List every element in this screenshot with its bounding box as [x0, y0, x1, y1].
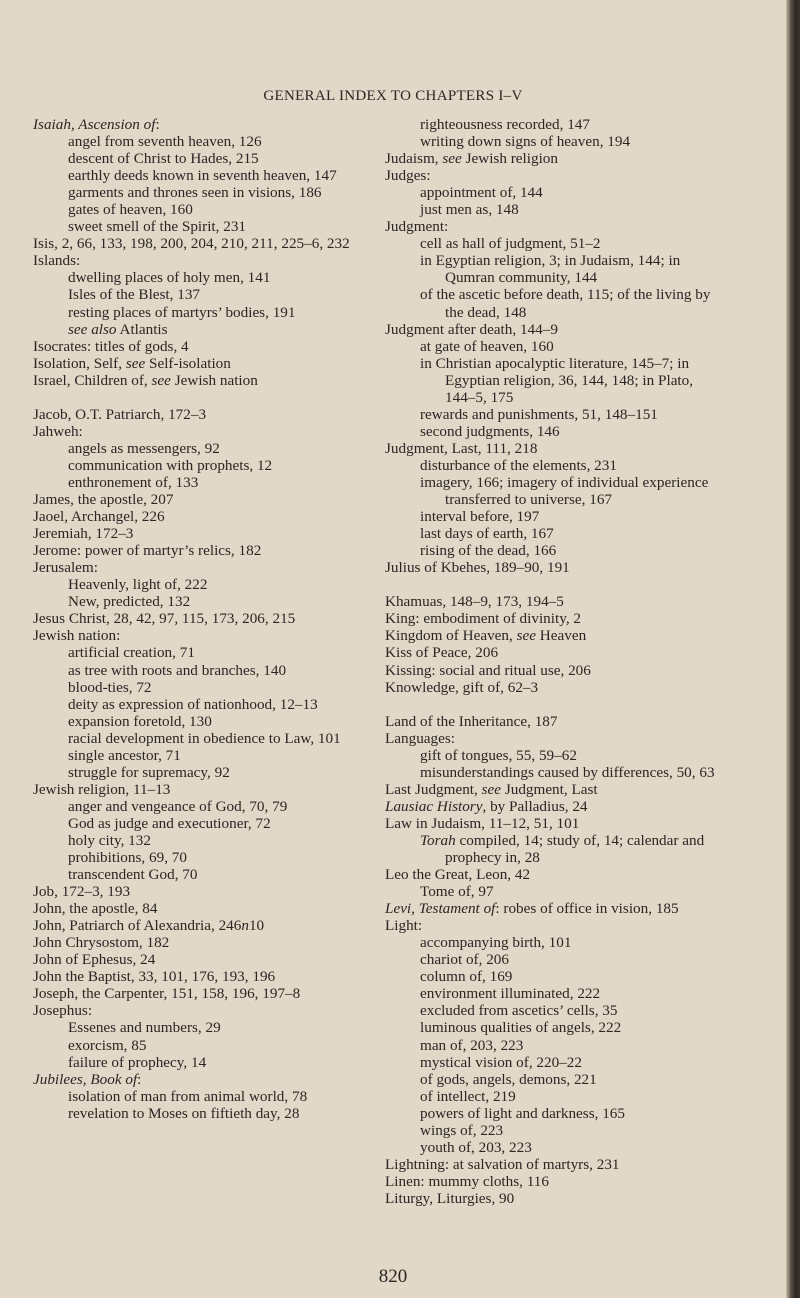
entry-text: holy city, 132 — [68, 831, 151, 849]
entry-text: enthronement of, 133 — [68, 473, 199, 491]
entry-text: New, predicted, 132 — [68, 593, 191, 611]
entry-text: Jaoel, Archangel, 226 — [33, 508, 165, 526]
index-entry — [385, 167, 725, 184]
index-subentry — [385, 338, 725, 355]
italic-text: Torah — [420, 831, 456, 849]
index-subentry — [385, 525, 725, 542]
entry-text: Languages: — [385, 729, 456, 747]
index-entry — [33, 610, 373, 627]
entry-text: God as judge and executioner, 72 — [68, 814, 271, 832]
entry-text: expansion foretold, 130 — [68, 712, 212, 730]
entry-text: Kiss of Peace, 206 — [385, 644, 499, 662]
index-entry — [385, 440, 725, 457]
index-subentry — [385, 406, 725, 423]
entry-text: Jahweh: — [33, 422, 83, 440]
entry-text: Jewish religion — [461, 150, 558, 168]
index-entry — [33, 1002, 373, 1019]
index-subentry — [385, 747, 725, 764]
entry-text: anger and vengeance of God, 70, 79 — [68, 797, 288, 815]
index-subentry — [33, 457, 373, 474]
entry-text: Judgment, Last, 111, 218 — [385, 439, 538, 457]
index-subentry — [33, 644, 373, 661]
entry-text: sweet smell of the Spirit, 231 — [68, 218, 247, 236]
entry-text: Land of the Inheritance, 187 — [385, 712, 558, 730]
index-subentry — [385, 764, 725, 781]
entry-text: blood-ties, 72 — [68, 678, 152, 696]
index-entry — [33, 883, 373, 900]
index-subentry — [385, 1071, 725, 1088]
index-subentry — [385, 457, 725, 474]
entry-text: isolation of man from animal world, 78 — [68, 1087, 308, 1105]
index-subentry — [33, 798, 373, 815]
entry-text: at gate of heaven, 160 — [420, 337, 554, 355]
italic-text: see — [125, 354, 146, 372]
entry-text: Isocrates: titles of gods, 4 — [33, 337, 189, 355]
index-subentry — [33, 849, 373, 866]
index-subentry — [33, 713, 373, 730]
index-subentry — [33, 1105, 373, 1122]
entry-text: column of, 169 — [420, 968, 513, 986]
entry-text: angel from seventh heaven, 126 — [68, 133, 262, 151]
index-subentry — [385, 1122, 725, 1139]
entry-text: Judgment, Last — [501, 780, 598, 798]
index-entry — [33, 1071, 373, 1088]
index-entry — [385, 321, 725, 338]
entry-text: Self-isolation — [145, 354, 231, 372]
entry-text: Jeremiah, 172–3 — [33, 525, 134, 543]
index-subentry — [33, 474, 373, 491]
index-entry — [385, 866, 725, 883]
entry-text: Jewish nation — [170, 371, 258, 389]
entry-text: Isles of the Blest, 137 — [68, 286, 201, 304]
index-entry — [33, 406, 373, 423]
index-entry — [385, 218, 725, 235]
entry-text: struggle for supremacy, 92 — [68, 763, 230, 781]
entry-text: Lightning: at salvation of martyrs, 231 — [385, 1155, 620, 1173]
entry-text: Judgment after death, 144–9 — [385, 320, 558, 338]
entry-text: interval before, 197 — [420, 508, 540, 526]
running-header: GENERAL INDEX TO CHAPTERS I–V — [263, 88, 523, 104]
entry-text: Isis, 2, 66, 133, 198, 200, 204, 210, 211, 225–6, 232 — [33, 235, 350, 253]
index-subentry — [385, 985, 725, 1002]
index-entry — [33, 542, 373, 559]
italic-text: n — [241, 917, 249, 935]
entry-text: Knowledge, gift of, 62–3 — [385, 678, 539, 696]
entry-text: rewards and punishments, 51, 148–151 — [420, 405, 658, 423]
index-subentry — [385, 474, 725, 508]
index-subentry — [33, 440, 373, 457]
index-subentry — [33, 662, 373, 679]
entry-text: just men as, 148 — [420, 201, 519, 219]
entry-text: Liturgy, Liturgies, 90 — [385, 1189, 515, 1207]
index-subentry — [33, 150, 373, 167]
index-subentry — [33, 1054, 373, 1071]
entry-text: , by Palladius, 24 — [482, 797, 588, 815]
entry-text: in Christian apocalyptic literature, 145–7; in Egyptian religion, 36, 144, 148; in Plato, 144–5, 175 — [420, 354, 694, 406]
entry-text: exorcism, 85 — [68, 1036, 147, 1054]
entry-text: artificial creation, 71 — [68, 644, 195, 662]
index-subentry — [385, 1139, 725, 1156]
index-entry — [33, 627, 373, 644]
entry-text: youth of, 203, 223 — [420, 1138, 532, 1156]
entry-text: communication with prophets, 12 — [68, 456, 273, 474]
index-entry — [385, 662, 725, 679]
entry-text: James, the apostle, 207 — [33, 491, 174, 509]
entry-text: gift of tongues, 55, 59–62 — [420, 746, 577, 764]
index-subentry — [385, 1105, 725, 1122]
entry-text: chariot of, 206 — [420, 951, 509, 969]
entry-text: 10 — [248, 917, 265, 935]
index-entry — [33, 423, 373, 440]
index-entry — [385, 730, 725, 747]
index-subentry — [33, 201, 373, 218]
entry-text: : robes of office in vision, 185 — [495, 900, 679, 918]
entry-text: environment illuminated, 222 — [420, 985, 601, 1003]
entry-text: John Chrysostom, 182 — [33, 934, 170, 952]
entry-text: garments and thrones seen in visions, 186 — [68, 184, 322, 202]
entry-text: Jesus Christ, 28, 42, 97, 115, 173, 206, 215 — [33, 610, 296, 628]
index-entry — [33, 917, 373, 934]
entry-text: single ancestor, 71 — [68, 746, 181, 764]
italic-text: see — [481, 780, 502, 798]
entry-text: misunderstandings caused by differences, 50, 63 — [420, 763, 715, 781]
index-entry — [33, 951, 373, 968]
index-subentry — [33, 866, 373, 883]
index-entry — [385, 815, 725, 832]
index-subentry — [33, 730, 373, 747]
index-column-left — [33, 116, 373, 1122]
index-subentry — [33, 679, 373, 696]
index-subentry — [33, 1037, 373, 1054]
entry-text: Leo the Great, Leon, 42 — [385, 866, 531, 884]
entry-text: imagery, 166; imagery of individual experience transferred to universe, 167 — [420, 473, 709, 509]
entry-text: luminous qualities of angels, 222 — [420, 1019, 622, 1037]
index-subentry — [33, 304, 373, 321]
entry-text: man of, 203, 223 — [420, 1036, 524, 1054]
index-subentry — [33, 269, 373, 286]
italic-text: see — [516, 627, 536, 645]
index-entry — [385, 781, 725, 798]
index-entry — [33, 508, 373, 525]
index-column-right — [385, 116, 725, 1207]
entry-text: appointment of, 144 — [420, 184, 543, 202]
index-subentry — [385, 951, 725, 968]
index-subentry — [385, 1054, 725, 1071]
entry-text: Heavenly, light of, 222 — [68, 576, 208, 594]
entry-text: in Egyptian religion, 3; in Judaism, 144; in Qumran community, 144 — [420, 252, 681, 287]
index-entry — [385, 1190, 725, 1207]
entry-text: transcendent God, 70 — [68, 866, 198, 884]
index-entry — [385, 644, 725, 661]
index-subentry — [33, 696, 373, 713]
entry-text: Kingdom of Heaven, — [385, 627, 517, 645]
entry-text: powers of light and darkness, 165 — [420, 1104, 625, 1122]
entry-text: accompanying birth, 101 — [420, 934, 572, 952]
index-entry — [385, 713, 725, 730]
entry-text: racial development in obedience to Law, 101 — [68, 729, 341, 747]
entry-text: failure of prophecy, 14 — [68, 1053, 207, 1071]
index-subentry — [33, 593, 373, 610]
italic-text: see — [442, 150, 462, 168]
index-entry — [33, 116, 373, 133]
index-subentry — [385, 252, 725, 286]
entry-text: Heaven — [536, 627, 587, 645]
entry-text: John the Baptist, 33, 101, 176, 193, 196 — [33, 968, 276, 986]
entry-text: second judgments, 146 — [420, 422, 560, 440]
index-subentry — [385, 1002, 725, 1019]
index-entry — [33, 252, 373, 269]
italic-text: see — [151, 371, 171, 389]
entry-text: : — [155, 116, 160, 133]
index-subentry — [33, 184, 373, 201]
italic-text: Levi, Testament of — [385, 900, 496, 918]
entry-text: Joseph, the Carpenter, 151, 158, 196, 197–8 — [33, 985, 301, 1003]
entry-text: cell as hall of judgment, 51–2 — [420, 235, 601, 253]
index-subentry — [33, 1088, 373, 1105]
entry-text: of intellect, 219 — [420, 1087, 516, 1105]
index-gap — [385, 696, 725, 713]
index-subentry — [385, 508, 725, 525]
entry-text: Israel, Children of, — [33, 371, 152, 389]
entry-text: Khamuas, 148–9, 173, 194–5 — [385, 593, 564, 611]
italic-text: Lausiac History — [385, 797, 483, 815]
entry-text: deity as expression of nationhood, 12–13 — [68, 695, 318, 713]
index-entry — [385, 627, 725, 644]
index-entry — [33, 372, 373, 389]
index-entry — [385, 679, 725, 696]
entry-text: King: embodiment of divinity, 2 — [385, 610, 582, 628]
page-number: 820 — [378, 1266, 408, 1287]
index-entry — [33, 559, 373, 576]
entry-text: as tree with roots and branches, 140 — [68, 661, 287, 679]
index-subentry — [385, 423, 725, 440]
entry-text: Josephus: — [33, 1002, 93, 1020]
index-subentry — [33, 815, 373, 832]
index-subentry — [33, 321, 373, 338]
entry-text: resting places of martyrs’ bodies, 191 — [68, 303, 296, 321]
entry-text: Jerome: power of martyr’s relics, 182 — [33, 542, 262, 560]
entry-text: Judges: — [385, 167, 431, 185]
index-subentry — [385, 184, 725, 201]
index-entry — [385, 150, 725, 167]
index-entry — [33, 934, 373, 951]
index-subentry — [33, 1019, 373, 1036]
index-subentry — [33, 764, 373, 781]
entry-text: Atlantis — [116, 320, 168, 338]
index-entry — [385, 593, 725, 610]
entry-text: Kissing: social and ritual use, 206 — [385, 661, 591, 679]
entry-text: compiled, 14; study of, 14; calendar and prophecy in, 28 — [445, 831, 705, 867]
entry-text: Isolation, Self, — [33, 354, 126, 372]
index-subentry — [385, 1037, 725, 1054]
index-subentry — [385, 133, 725, 150]
entry-text: last days of earth, 167 — [420, 525, 554, 543]
entry-text: Light: — [385, 917, 423, 935]
entry-text: mystical vision of, 220–22 — [420, 1053, 582, 1071]
index-subentry — [385, 286, 725, 320]
entry-text: Law in Judaism, 11–12, 51, 101 — [385, 814, 580, 832]
index-subentry — [385, 116, 725, 133]
entry-text: of the ascetic before death, 115; of the living by the dead, 148 — [420, 286, 711, 321]
entry-text: Linen: mummy cloths, 116 — [385, 1172, 549, 1190]
italic-text: Isaiah, Ascension of — [33, 116, 156, 133]
entry-text: wings of, 223 — [420, 1121, 504, 1139]
entry-text: Jewish religion, 11–13 — [33, 780, 171, 798]
index-subentry — [385, 235, 725, 252]
entry-text: Islands: — [33, 252, 81, 270]
entry-text: John of Ephesus, 24 — [33, 951, 156, 969]
index-subentry — [33, 747, 373, 764]
entry-text: John, Patriarch of Alexandria, 246 — [33, 917, 242, 935]
entry-text: John, the apostle, 84 — [33, 900, 158, 918]
entry-text: Tome of, 97 — [420, 883, 494, 901]
index-subentry — [385, 1019, 725, 1036]
index-subentry — [385, 883, 725, 900]
entry-text: Essenes and numbers, 29 — [68, 1019, 221, 1037]
entry-text: Judgment: — [385, 218, 449, 236]
index-entry — [33, 235, 373, 252]
entry-text: Job, 172–3, 193 — [33, 883, 131, 901]
entry-text: writing down signs of heaven, 194 — [420, 133, 631, 151]
index-subentry — [385, 355, 725, 406]
index-entry — [385, 917, 725, 934]
entry-text: Julius of Kbehes, 189–90, 191 — [385, 559, 570, 577]
italic-text: see also — [68, 320, 117, 338]
index-subentry — [385, 968, 725, 985]
index-entry — [385, 798, 725, 815]
index-entry — [33, 355, 373, 372]
index-subentry — [385, 542, 725, 559]
entry-text: revelation to Moses on fiftieth day, 28 — [68, 1104, 300, 1122]
index-entry — [33, 781, 373, 798]
index-subentry — [33, 576, 373, 593]
index-subentry — [33, 286, 373, 303]
entry-text: angels as messengers, 92 — [68, 439, 220, 457]
index-entry — [33, 985, 373, 1002]
entry-text: : — [137, 1070, 142, 1088]
entry-text: Jewish nation: — [33, 627, 121, 645]
index-subentry — [385, 1088, 725, 1105]
index-subentry — [385, 934, 725, 951]
index-entry — [33, 968, 373, 985]
index-entry — [385, 610, 725, 627]
entry-text: descent of Christ to Hades, 215 — [68, 150, 259, 168]
entry-text: righteousness recorded, 147 — [420, 116, 590, 133]
index-subentry — [33, 133, 373, 150]
entry-text: Judaism, — [385, 150, 443, 168]
entry-text: gates of heaven, 160 — [68, 201, 193, 219]
index-gap — [385, 576, 725, 593]
index-entry — [385, 1173, 725, 1190]
entry-text: prohibitions, 69, 70 — [68, 849, 187, 867]
entry-text: Last Judgment, — [385, 780, 482, 798]
entry-text: Jerusalem: — [33, 559, 98, 577]
index-subentry — [33, 832, 373, 849]
entry-text: disturbance of the elements, 231 — [420, 456, 617, 474]
entry-text: excluded from ascetics’ cells, 35 — [420, 1002, 618, 1020]
index-subentry — [33, 167, 373, 184]
entry-text: rising of the dead, 166 — [420, 542, 557, 560]
index-entry — [385, 1156, 725, 1173]
index-subentry — [385, 832, 725, 866]
index-entry — [33, 900, 373, 917]
index-entry — [385, 559, 725, 576]
index-entry — [33, 338, 373, 355]
entry-text: Jacob, O.T. Patriarch, 172–3 — [33, 405, 207, 423]
index-entry — [33, 491, 373, 508]
index-gap — [33, 389, 373, 406]
index-entry — [385, 900, 725, 917]
entry-text: earthly deeds known in seventh heaven, 147 — [68, 167, 337, 185]
index-subentry — [33, 218, 373, 235]
entry-text: dwelling places of holy men, 141 — [68, 269, 271, 287]
book-spine-edge — [786, 0, 800, 1298]
entry-text: of gods, angels, demons, 221 — [420, 1070, 597, 1088]
index-subentry — [385, 201, 725, 218]
italic-text: Jubilees, Book of — [33, 1070, 138, 1088]
index-entry — [33, 525, 373, 542]
